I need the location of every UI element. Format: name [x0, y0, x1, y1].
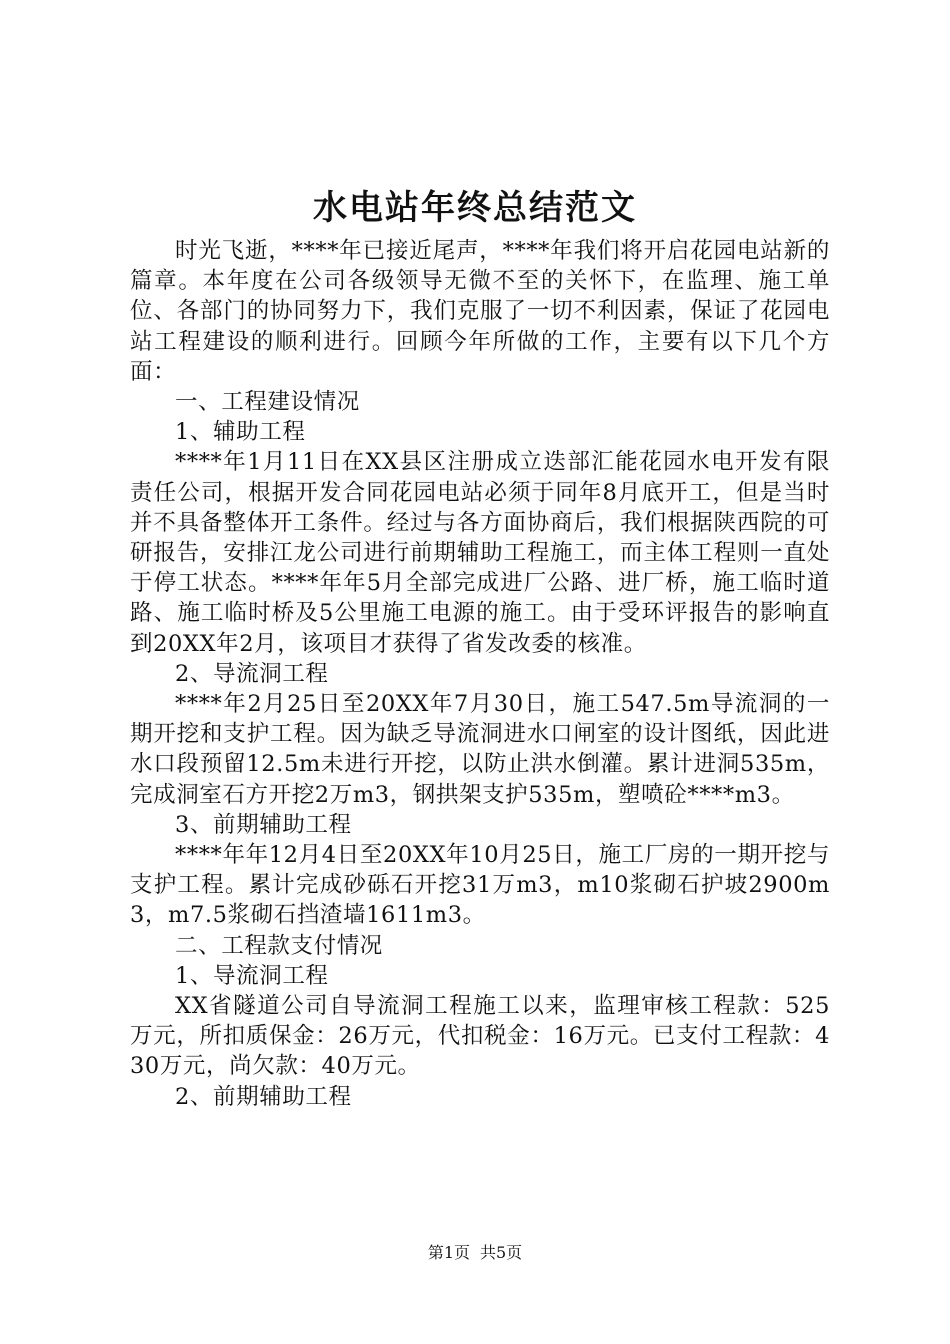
subheading-auxiliary-works: 1、辅助工程 [175, 419, 306, 446]
paragraph-early-auxiliary-works: ****年年12月4日至20XX年10月25日，施工厂房的一期开挖与支护工程。累计完成砂砾石开挖31万m3，m10浆砌石护坡2900m3，m7.5浆砌石挡渣墙1611m3。 [130, 842, 830, 929]
paragraph-payment-diversion-tunnel: XX省隧道公司自导流洞工程施工以来，监理审核工程款：525万元，所扣质保金：26万元，代扣税金：16万元。已支付工程款：430万元，尚欠款：40万元。 [130, 993, 830, 1080]
page-total: 共5页 [480, 1243, 523, 1262]
page-footer [0, 1241, 950, 1265]
document-body [130, 236, 830, 1112]
subheading-payment-diversion-tunnel: 1、导流洞工程 [175, 962, 329, 989]
subheading-diversion-tunnel: 2、导流洞工程 [175, 660, 329, 687]
paragraph-diversion-tunnel: ****年2月25日至20XX年7月30日，施工547.5m导流洞的一期开挖和支护工程。因为缺乏导流洞进水口闸室的设计图纸，因此进水口段预留12.5m未进行开挖，以防止洪水倒灌。累计进洞535m，完成洞室石方开挖2万m3，钢拱架支护535m，塑喷砼****m3。 [130, 691, 830, 808]
paragraph-intro: 时光飞逝，****年已接近尾声，****年我们将开启花园电站新的篇章。本年度在公司各级领导无微不至的关怀下，在监理、施工单位、各部门的协同努力下，我们克服了一切不利因素，保证了花园电站工程建设的顺利进行。回顾今年所做的工作，主要有以下几个方面： [130, 238, 830, 385]
paragraph-auxiliary-works: ****年1月11日在XX县区注册成立迭部汇能花园水电开发有限责任公司，根据开发合同花园电站必须于同年8月底开工，但是当时并不具备整体开工条件。经过与各方面协商后，我们根据陕西院的可研报告，安排江龙公司进行前期辅助工程施工，而主体工程则一直处于停工状态。****年年5月全部完成进厂公路、进厂桥，施工临时道路、施工临时桥及5公里施工电源的施工。由于受环评报告的影响直到20XX年2月，该项目才获得了省发改委的核准。 [130, 449, 830, 657]
document-title: 水电站年终总结范文 [313, 188, 637, 228]
subheading-early-auxiliary-works: 3、前期辅助工程 [175, 811, 352, 838]
subheading-payment-early-auxiliary: 2、前期辅助工程 [175, 1083, 352, 1110]
page-number: 第1页 [427, 1243, 470, 1262]
section-heading-construction: 一、工程建设情况 [175, 389, 360, 416]
section-heading-payment: 二、工程款支付情况 [175, 932, 383, 959]
